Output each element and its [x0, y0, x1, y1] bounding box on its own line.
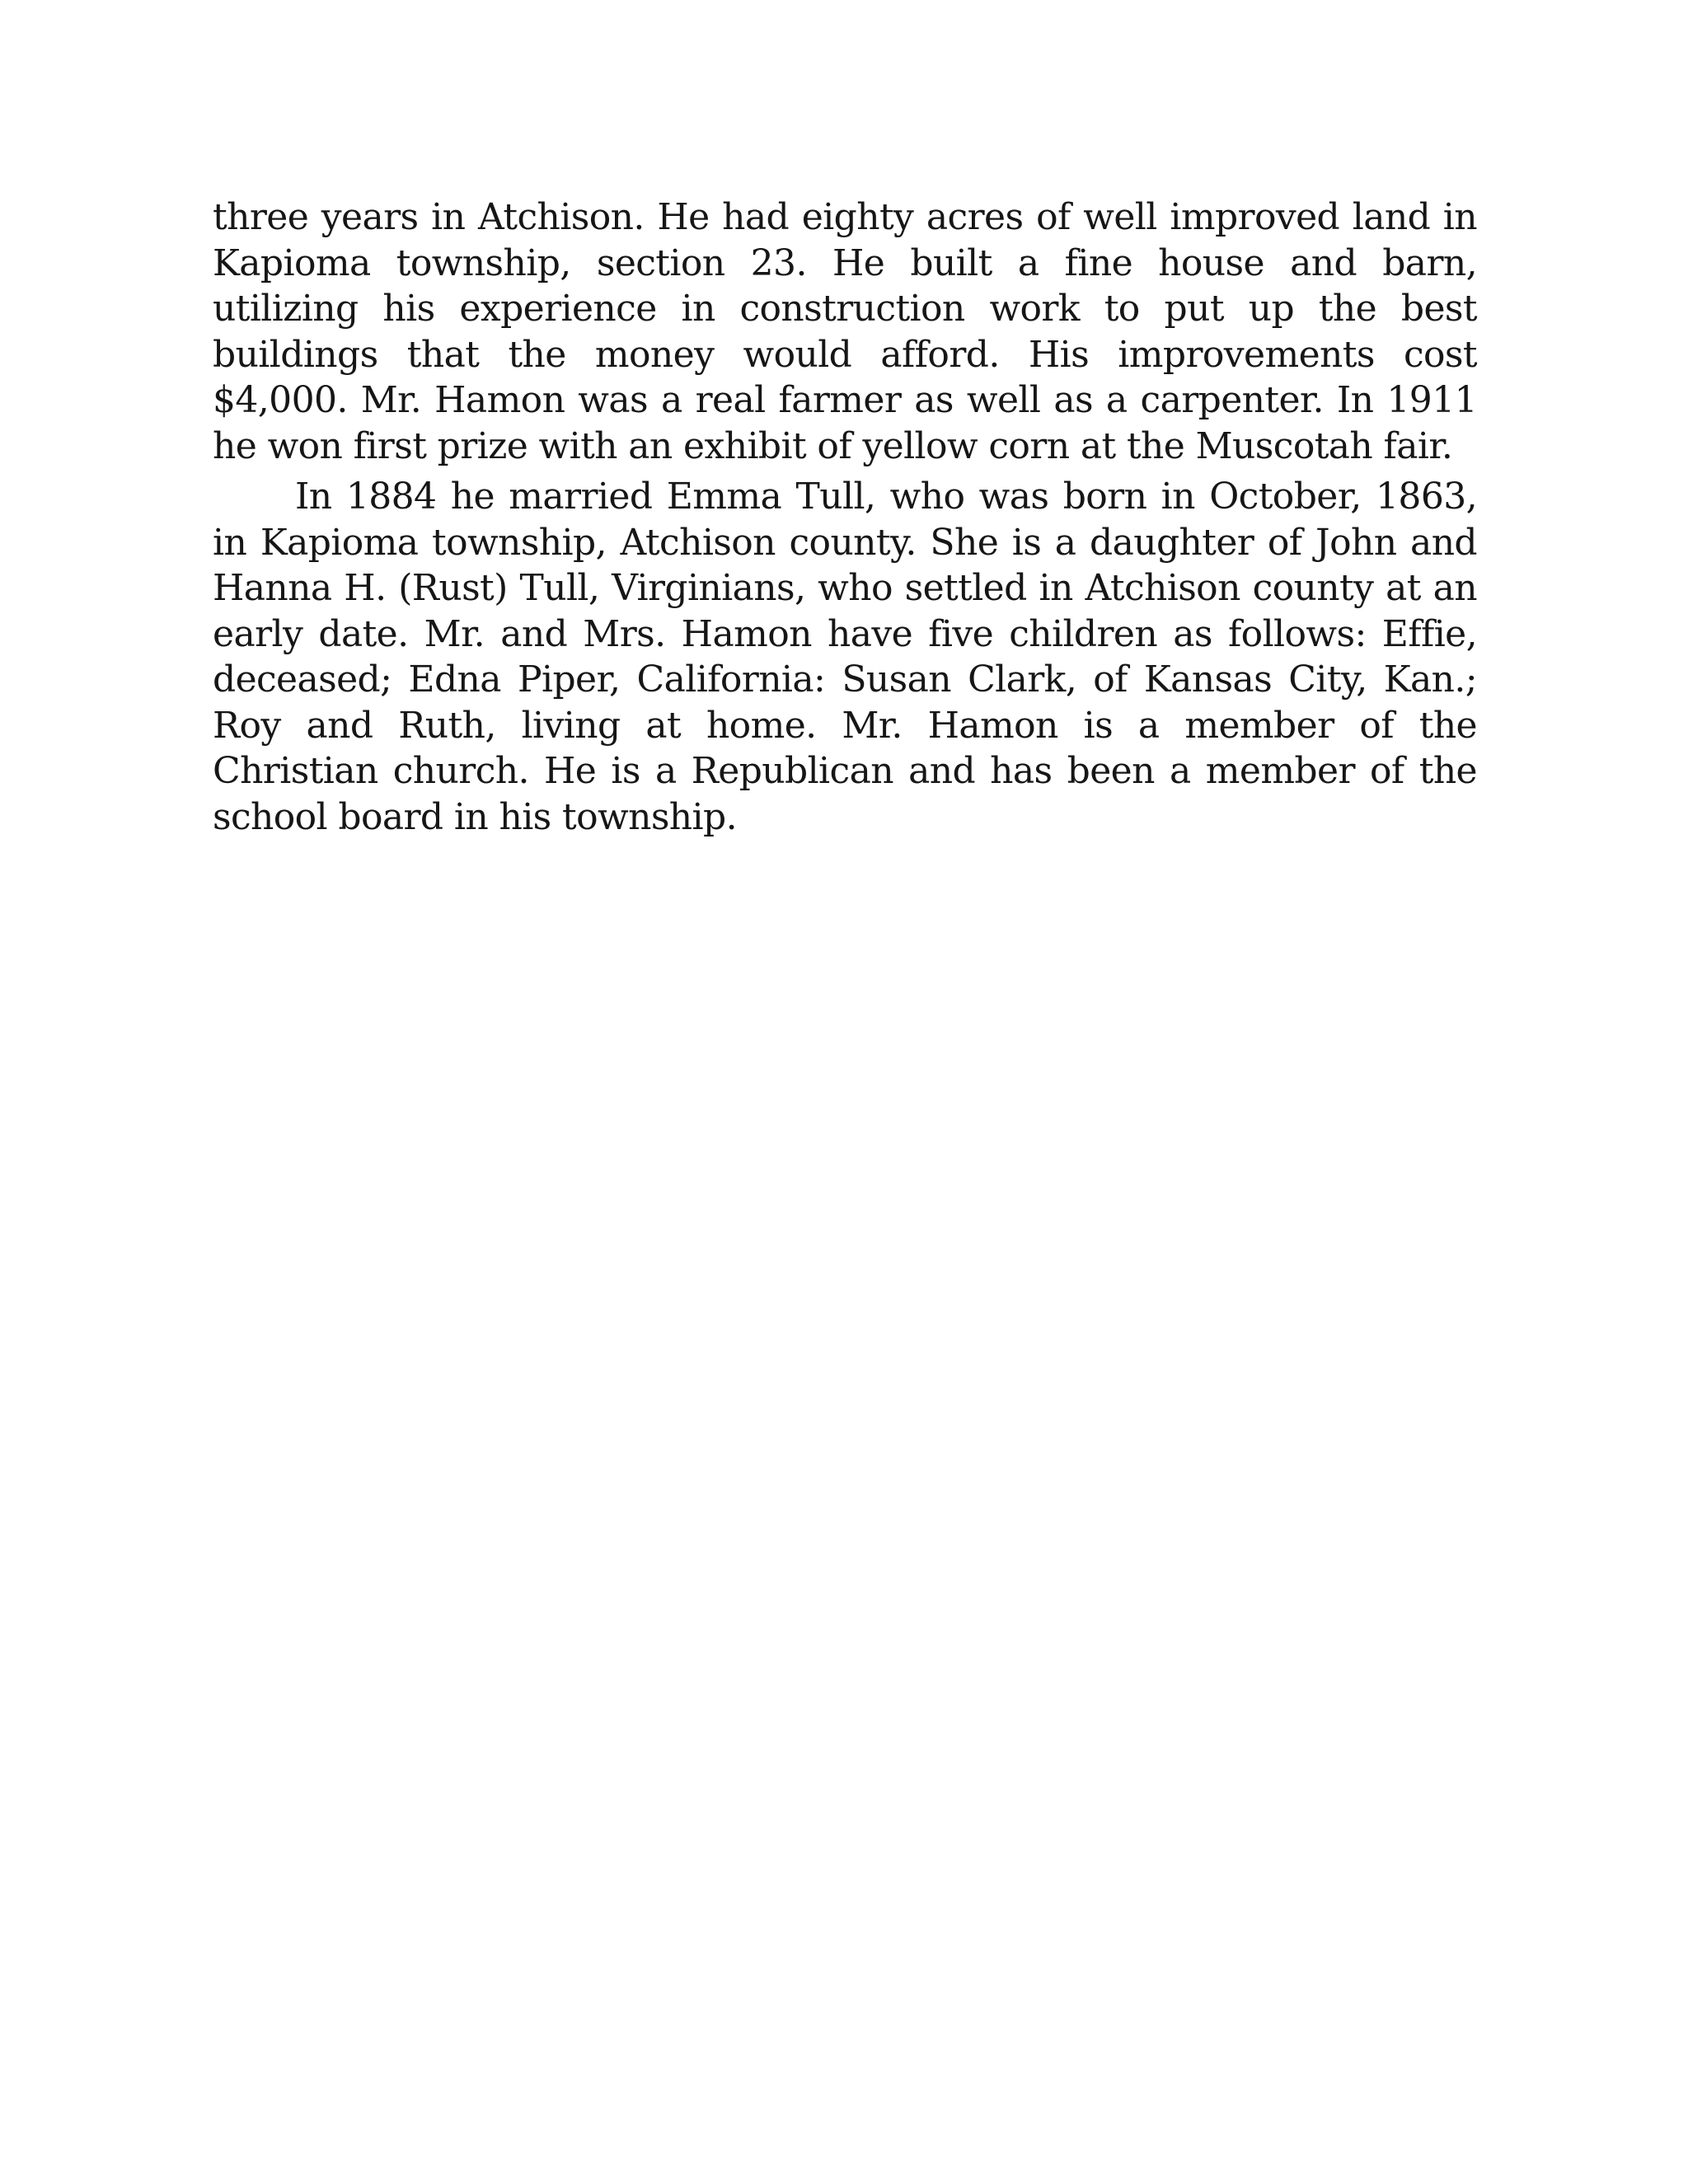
- body-text: [213, 194, 1477, 840]
- paragraph-1: three years in Atchison. He had eighty acres of well improved land in Kapioma township, section 23. He built a fine house and barn, utilizing his experience in construction work to put up the best buildings that the money would afford. His improvements cost $4,000. Mr. Hamon was a real farmer as well as a carpenter. In 1911 he won first prize with an exhibit of yellow corn at the Muscotah fair.: [213, 196, 1477, 467]
- paragraph-2: In 1884 he married Emma Tull, who was born in October, 1863, in Kapioma township, Atchison county. She is a daughter of John and Hanna H. (Rust) Tull, Virginians, who settled in Atchison county at an early date. Mr. and Mrs. Hamon have five children as follows: Effie, deceased; Edna Piper, California: Susan Clark, of Kansas City, Kan.; Roy and Ruth, living at home. Mr. Hamon is a member of the Christian church. He is a Republican and has been a member of the school board in his township.: [213, 476, 1477, 838]
